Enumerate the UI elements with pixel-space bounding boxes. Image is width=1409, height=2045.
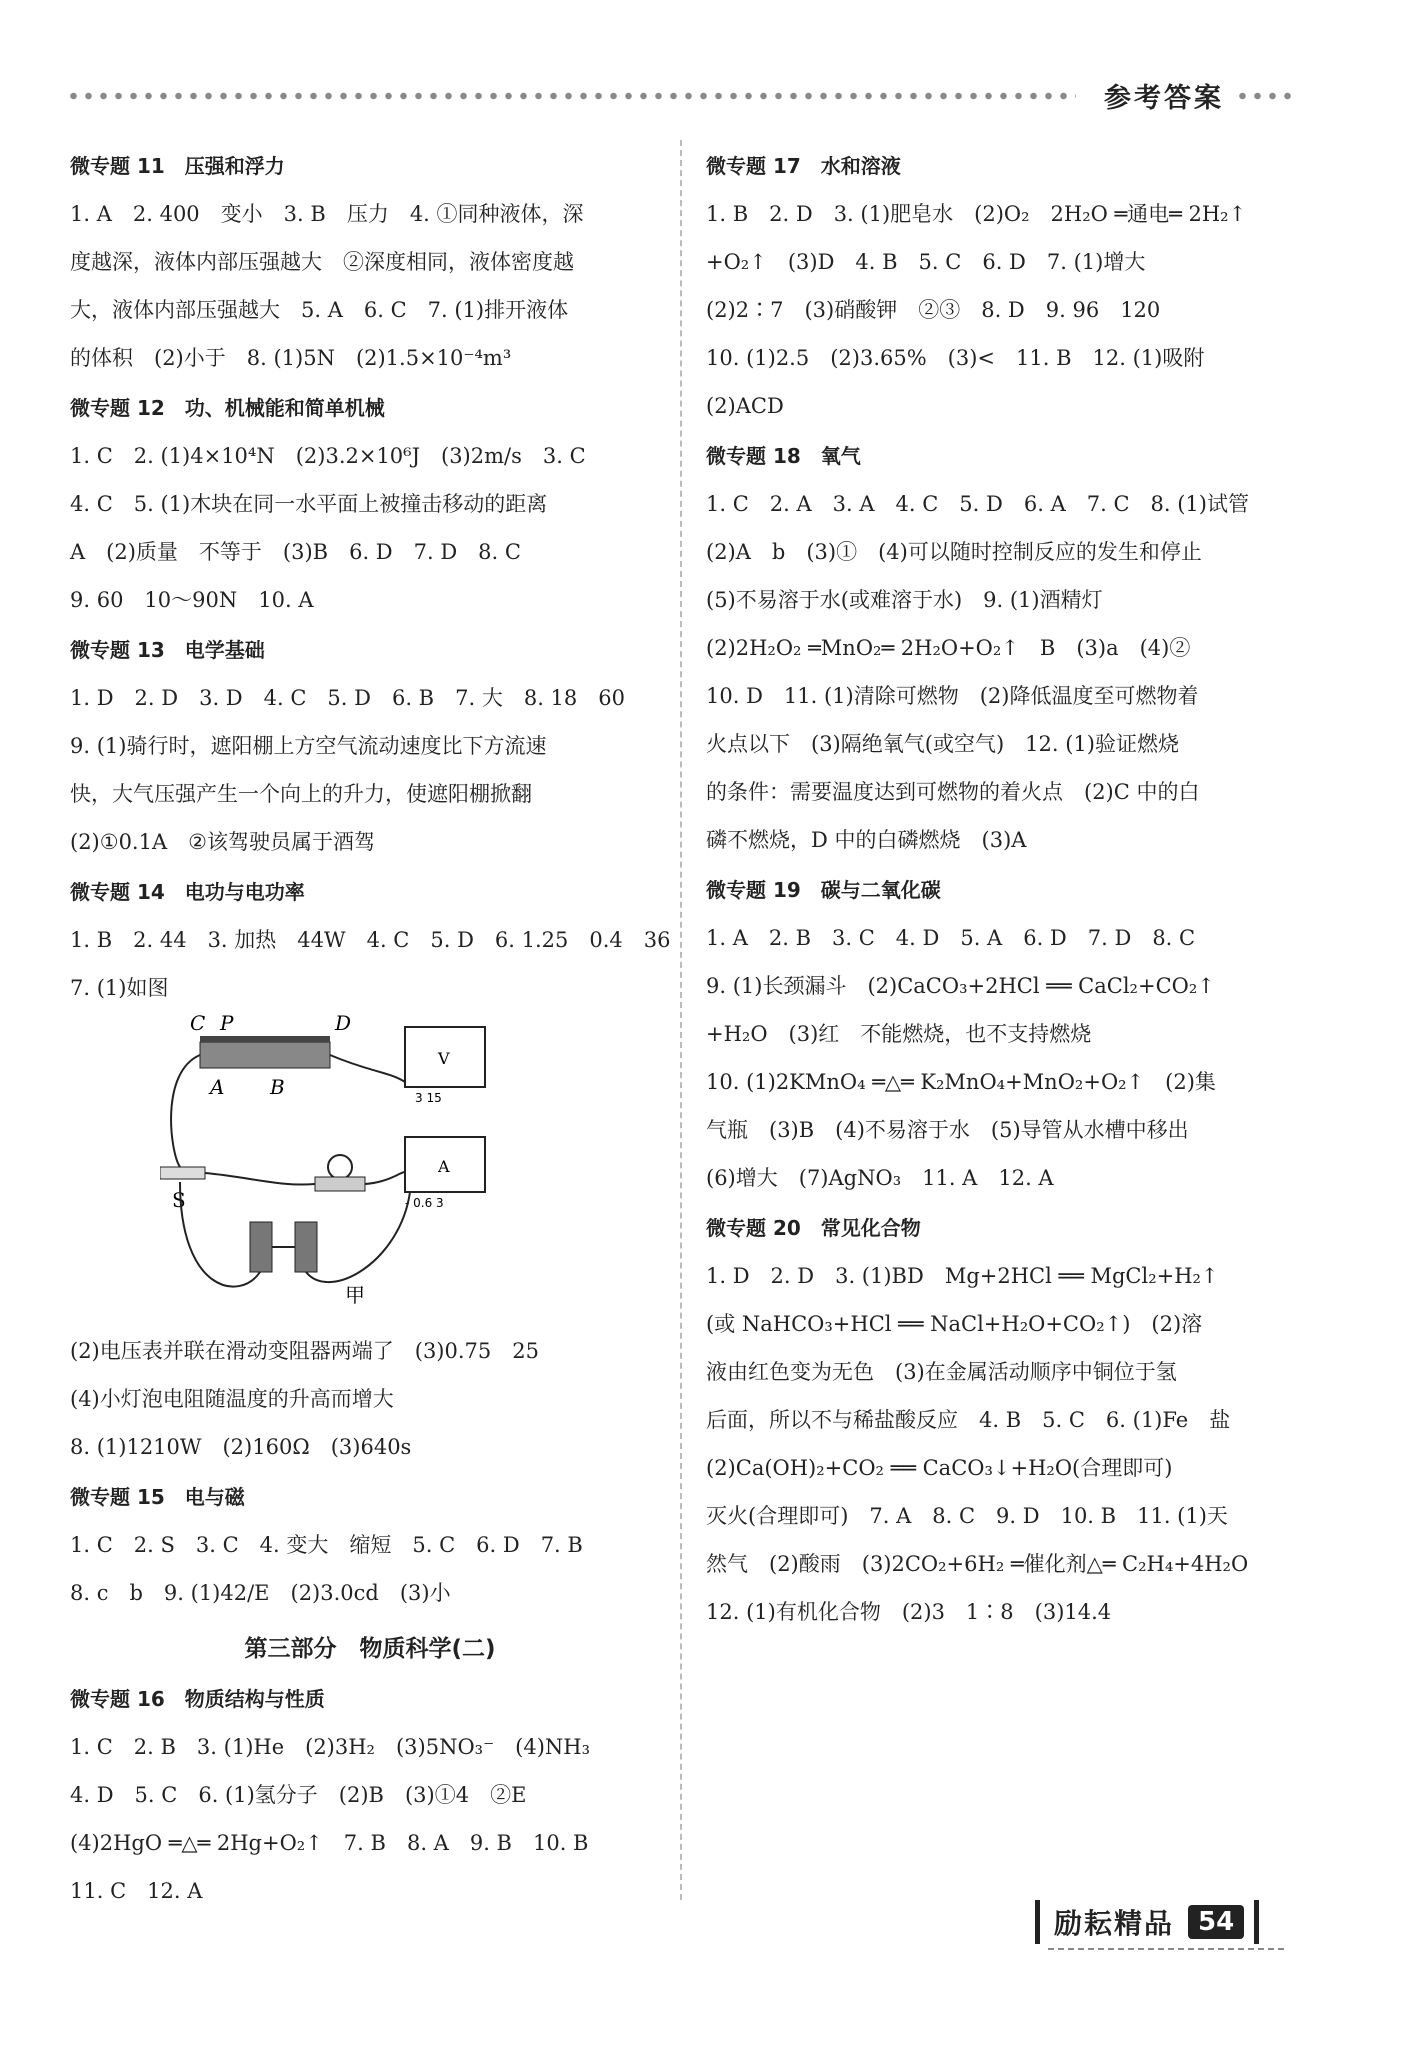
- answer-line: (2)ACD: [706, 394, 784, 418]
- part-title: 第三部分 物质科学(二): [244, 1636, 496, 1662]
- answer-line: 气瓶 (3)B (4)不易溶于水 (5)导管从水槽中移出: [706, 1118, 1189, 1142]
- answer-line: (5)不易溶于水(或难溶于水) 9. (1)酒精灯: [706, 588, 1103, 612]
- voltmeter-terminals: 3 15: [415, 1091, 442, 1105]
- circuit-diagram: [70, 1012, 670, 1327]
- ammeter-label: A: [438, 1157, 450, 1176]
- answer-line: 1. C 2. S 3. C 4. 变大 缩短 5. C 6. D 7. B: [70, 1533, 583, 1557]
- answer-line: 后面，所以不与稀盐酸反应 4. B 5. C 6. (1)Fe 盐: [706, 1408, 1231, 1432]
- label-c: C: [190, 1012, 206, 1035]
- answer-line: 磷不燃烧，D 中的白磷燃烧 (3)A: [706, 828, 1027, 852]
- answer-line: 度越深，液体内部压强越大 ②深度相同，液体密度越: [70, 250, 574, 274]
- answer-line: 然气 (2)酸雨 (3)2CO₂+6H₂ ═催化剂△═ C₂H₄+4H₂O: [706, 1552, 1249, 1576]
- answer-line: 9. (1)骑行时，遮阳棚上方空气流动速度比下方流速: [70, 734, 547, 758]
- answer-line: (2)2∶7 (3)硝酸钾 ②③ 8. D 9. 96 120: [706, 298, 1161, 322]
- answer-line: 的体积 (2)小于 8. (1)5N (2)1.5×10⁻⁴m³: [70, 346, 512, 370]
- section-title-19: 微专题 19 碳与二氧化碳: [706, 878, 941, 902]
- header-dots: [66, 92, 1076, 100]
- answer-line: 9. 60 10～90N 10. A: [70, 588, 314, 612]
- voltmeter-label: V: [438, 1049, 450, 1068]
- answer-line: 7. (1)如图: [70, 976, 169, 1000]
- answer-line: 快，大气压强产生一个向上的升力，使遮阳棚掀翻: [70, 782, 532, 806]
- rheostat-rail: [200, 1036, 330, 1042]
- answer-line: 10. (1)2.5 (2)3.65% (3)< 11. B 12. (1)吸附: [706, 346, 1205, 370]
- answer-line: 1. C 2. (1)4×10⁴N (2)3.2×10⁶J (3)2m/s 3. C: [70, 444, 586, 468]
- bulb: [328, 1155, 352, 1179]
- section-title-17: 微专题 17 水和溶液: [706, 154, 901, 178]
- section-title-20: 微专题 20 常见化合物: [706, 1216, 921, 1240]
- answer-line: 1. B 2. D 3. (1)肥皂水 (2)O₂ 2H₂O ═通电═ 2H₂↑: [706, 202, 1247, 226]
- label-a: A: [210, 1075, 225, 1099]
- footer-bar: [1254, 1900, 1259, 1944]
- section-title-14: 微专题 14 电功与电功率: [70, 880, 305, 904]
- answer-line: (2)电压表并联在滑动变阻器两端了 (3)0.75 25: [70, 1339, 539, 1363]
- answer-line: 8. (1)1210W (2)160Ω (3)640s: [70, 1435, 412, 1459]
- answer-line: 的条件：需要温度达到可燃物的着火点 (2)C 中的白: [706, 780, 1200, 804]
- answer-line: +H₂O (3)红 不能燃烧，也不支持燃烧: [706, 1022, 1092, 1046]
- answer-line: 11. C 12. A: [70, 1879, 203, 1903]
- section-title-18: 微专题 18 氧气: [706, 444, 861, 468]
- answer-line: 12. (1)有机化合物 (2)3 1∶8 (3)14.4: [706, 1600, 1112, 1624]
- circuit-svg: [160, 1012, 580, 1312]
- answer-line: 1. A 2. 400 变小 3. B 压力 4. ①同种液体，深: [70, 202, 584, 226]
- answer-line: 1. C 2. B 3. (1)He (2)3H₂ (3)5NO₃⁻ (4)NH₃: [70, 1735, 591, 1759]
- section-title-12: 微专题 12 功、机械能和简单机械: [70, 396, 385, 420]
- label-d: D: [335, 1012, 352, 1035]
- battery-1: [250, 1222, 272, 1272]
- answer-line: 1. A 2. B 3. C 4. D 5. A 6. D 7. D 8. C: [706, 926, 1196, 950]
- answer-line: A (2)质量 不等于 (3)B 6. D 7. D 8. C: [70, 540, 521, 564]
- answer-line: (2)Ca(OH)₂+CO₂ ══ CaCO₃↓+H₂O(合理即可): [706, 1456, 1173, 1480]
- answer-line: 1. B 2. 44 3. 加热 44W 4. C 5. D 6. 1.25 0.4 36: [70, 928, 671, 952]
- answer-line: 4. D 5. C 6. (1)氢分子 (2)B (3)①4 ②E: [70, 1783, 527, 1807]
- header-title: 参考答案: [1090, 76, 1238, 115]
- section-title-15: 微专题 15 电与磁: [70, 1485, 245, 1509]
- answer-line: (4)小灯泡电阻随温度的升高而增大: [70, 1387, 394, 1411]
- label-b: B: [270, 1075, 285, 1099]
- answer-line: 灭火(合理即可) 7. A 8. C 9. D 10. B 11. (1)天: [706, 1504, 1228, 1528]
- left-column: [70, 140, 670, 1915]
- answer-line: (2)2H₂O₂ ═MnO₂═ 2H₂O+O₂↑ B (3)a (4)②: [706, 636, 1191, 660]
- footer: [1035, 1900, 1259, 1944]
- answer-line: 液由红色变为无色 (3)在金属活动顺序中铜位于氢: [706, 1360, 1177, 1384]
- section-title-16: 微专题 16 物质结构与性质: [70, 1687, 325, 1711]
- answer-line: 4. C 5. (1)木块在同一水平面上被撞击移动的距离: [70, 492, 548, 516]
- brand-name: 励耘精品: [1035, 1900, 1188, 1944]
- answer-line: (或 NaHCO₃+HCl ══ NaCl+H₂O+CO₂↑) (2)溶: [706, 1312, 1203, 1336]
- figure-caption: 甲: [345, 1283, 365, 1307]
- answer-line: (2)①0.1A ②该驾驶员属于酒驾: [70, 830, 375, 854]
- answer-line: 10. (1)2KMnO₄ ═△═ K₂MnO₄+MnO₂+O₂↑ (2)集: [706, 1070, 1216, 1094]
- answer-line: 1. D 2. D 3. (1)BD Mg+2HCl ══ MgCl₂+H₂↑: [706, 1264, 1219, 1288]
- ammeter-terminals: - 0.6 3: [405, 1196, 444, 1210]
- bulb-base: [315, 1177, 365, 1191]
- column-divider: [680, 140, 682, 1900]
- section-title-11: 微专题 11 压强和浮力: [70, 154, 285, 178]
- answer-line: +O₂↑ (3)D 4. B 5. C 6. D 7. (1)增大: [706, 250, 1146, 274]
- wires: [171, 1055, 410, 1287]
- answer-line: (2)A b (3)① (4)可以随时控制反应的发生和停止: [706, 540, 1202, 564]
- answer-line: 大，液体内部压强越大 5. A 6. C 7. (1)排开液体: [70, 298, 569, 322]
- switch: [160, 1167, 205, 1179]
- answer-line: (6)增大 (7)AgNO₃ 11. A 12. A: [706, 1166, 1054, 1190]
- rheostat: [200, 1042, 330, 1068]
- right-column: [706, 140, 1298, 1636]
- page-number: 54: [1188, 1905, 1244, 1939]
- answer-line: 火点以下 (3)隔绝氧气(或空气) 12. (1)验证燃烧: [706, 732, 1179, 756]
- section-title-13: 微专题 13 电学基础: [70, 638, 265, 662]
- footer-dots: [1048, 1948, 1284, 1950]
- label-s: S: [172, 1188, 186, 1212]
- battery-2: [295, 1222, 317, 1272]
- answer-line: 1. D 2. D 3. D 4. C 5. D 6. B 7. 大 8. 18 60: [70, 686, 625, 710]
- answer-line: 10. D 11. (1)清除可燃物 (2)降低温度至可燃物着: [706, 684, 1199, 708]
- answer-line: 9. (1)长颈漏斗 (2)CaCO₃+2HCl ══ CaCl₂+CO₂↑: [706, 974, 1215, 998]
- answer-line: 8. c b 9. (1)42/E (2)3.0cd (3)小: [70, 1581, 451, 1605]
- answer-line: 1. C 2. A 3. A 4. C 5. D 6. A 7. C 8. (1)试管: [706, 492, 1249, 516]
- header-dots-right: [1235, 92, 1295, 100]
- answer-line: (4)2HgO ═△═ 2Hg+O₂↑ 7. B 8. A 9. B 10. B: [70, 1831, 589, 1855]
- label-p: P: [220, 1012, 234, 1035]
